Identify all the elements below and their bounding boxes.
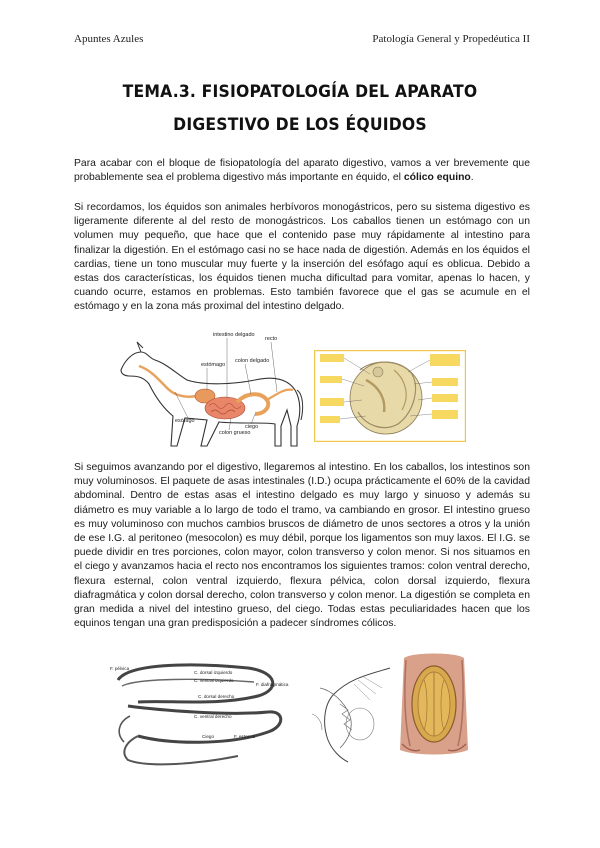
colico-equino-term: cólico equino — [403, 172, 471, 184]
label-c-dorsal-izquierdo: C. dorsal izquierdo — [194, 670, 233, 675]
label-colon-delgado: colon delgado — [235, 358, 270, 364]
label-intestino-delgado: intestino delgado — [213, 332, 255, 338]
stomach-label-box-5 — [430, 354, 460, 366]
header-left: Apuntes Azules — [74, 33, 144, 45]
label-c-ventral-izquierdo: C. ventral izquierdo — [194, 678, 234, 683]
figure-horse-digestive — [115, 330, 305, 448]
stomach-label-box-3 — [320, 398, 344, 406]
label-colon-grueso: colon grueso — [219, 430, 251, 436]
stomach-label-box-6 — [432, 378, 458, 386]
label-estomago: estómago — [201, 362, 226, 368]
figure-colon-diagram — [108, 656, 308, 770]
label-f-pelvica: F. pélvica — [110, 666, 130, 671]
stomach-label-box-2 — [320, 376, 342, 383]
paragraph-stomach: Si recordamos, los équidos son animales herbívoros monogástricos, pero su sistema digestivo es ligeramente diferente al del resto de monogástricos. Los caballos tienen un estómago con un volumen muy pequeño, que hace que el contenido pase muy rápidamente al intestino para finalizar la digestión. En el estómago casi no se hace nada de digestión. Además en los équidos el cardias, tiene un tono muscular muy fuerte y la inserción del esófago aquí es oblicua. Debido a estas dos características, los équidos tienen mucha dificultad para vomitar, apenas lo hacen, y cuando ocurre, estamos en problemas. Esto también favorece que el gas se acumule en el estómago y en la zona más proximal del intestino delgado. — [74, 202, 530, 313]
header-right: Patología General y Propedéutica II — [372, 33, 530, 45]
stomach-label-box-8 — [432, 410, 458, 419]
label-recto: recto — [265, 336, 278, 342]
intro-end: . — [470, 172, 474, 184]
label-c-ventral-derecho: C. ventral derecho — [194, 714, 232, 719]
stomach-label-box-1 — [320, 354, 344, 362]
label-f-esternal: F. esternal — [234, 734, 256, 739]
page-title: TEMA.3. FISIOPATOLOGÍA DEL APARATO DIGESTIVO DE LOS ÉQUIDOS — [122, 82, 478, 135]
intro-text: Para acabar con el bloque de fisiopatología del aparato digestivo, vamos a ver brevemente que probablemente sea el problema digestivo más importante en équido, el — [74, 158, 530, 184]
figure-horse-sketch — [310, 664, 392, 766]
label-ciego: Ciego — [202, 734, 215, 739]
label-esofago: esófago — [175, 418, 195, 424]
label-ciego: ciego — [245, 424, 259, 430]
paragraph-intro — [74, 157, 530, 185]
stomach-label-box-4 — [320, 416, 340, 423]
stomach-label-box-7 — [432, 394, 458, 402]
label-c-dorsal-derecho: C. dorsal derecho — [198, 694, 235, 699]
figure-stomach — [314, 350, 466, 442]
label-f-diafragmatica: F. diafragmática — [256, 682, 289, 687]
paragraph-intestine: Si seguimos avanzando por el digestivo, llegaremos al intestino. En los caballos, los intestinos son muy voluminosos. El paquete de asas intestinales (I.D.) ocupa prácticamente el 60% de la cavidad abdominal. Dentro de estas asas el intestino delgado es muy largo y sinuoso y además su diámetro es muy variable a lo largo de todo el tramo, va cambiando en grosor. El intestino grueso es muy voluminoso con muchos cambios bruscos de diámetro de unos sectores a otros y la unión de ese I.G. al peritoneo (mesocolon) es muy débil, porque los ligamentos son muy laxos. El I.G. se puede dividir en tres porciones, colon mayor, colon transverso y colon menor. Si nos situamos en el ciego y avanzamos hacia el recto nos encontramos los siguientes tramos: colon ventral derecho, flexura esternal, colon ventral izquierdo, flexura pélvica, colon dorsal izquierdo, flexura diafragmática y colon dorsal derecho, colon transverso y colon menor. La digestión se completa en gran medida a nivel del intestino grueso, del ciego. Todas estas peculiaridades hacen que los equinos tengan una gran predisposición a padecer síndromes cólicos. — [74, 462, 530, 630]
figure-cecum-photo — [398, 650, 470, 758]
